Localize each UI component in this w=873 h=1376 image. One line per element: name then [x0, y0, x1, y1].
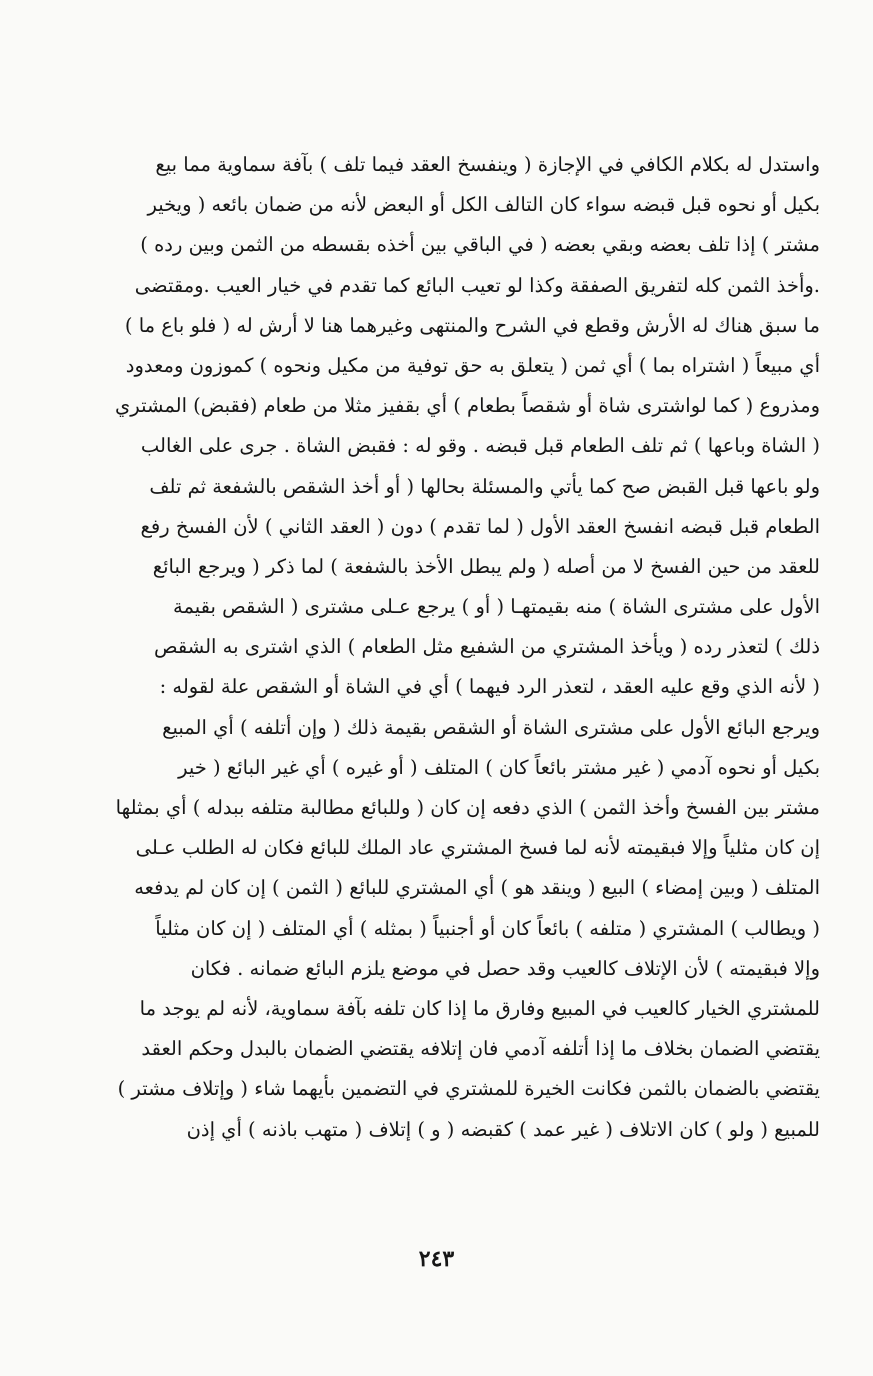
text-line: للمشتري الخيار كالعيب في المبيع وفارق ما إذا كان تلفه بآفة سماوية، لأنه لم يوجد ما — [139, 996, 820, 1020]
text-line: وإلا فبقيمته ) لأن الإتلاف كالعيب وقد حصل في موضع يلزم البائع ضمانه . فكان — [190, 956, 820, 980]
body-text — [74, 145, 820, 1150]
text-line: .وأخذ الثمن كله لتفريق الصفقة وكذا لو تعيب البائع كما تقدم في خيار العيب .ومقتضى — [134, 273, 820, 297]
text-line: ( لأنه الذي وقع عليه العقد ، لتعذر الرد فيهما ) أي في الشاة أو الشقص علة لقوله : — [159, 675, 820, 699]
text-line: ولو باعها قبل القبض صح كما يأتي والمسئلة بحالها ( أو أخذ الشقص بالشفعة ثم تلف — [149, 474, 820, 498]
text-line: يقتضي بالضمان بالثمن فكانت الخيرة للمشتري في التضمين بأيهما شاء ( وإتلاف مشتر ) — [117, 1077, 820, 1101]
text-line: بكيل أو نحوه آدمي ( غير مشتر بائعاً كان ) المتلف ( أو غيره ) أي غير البائع ( خير — [178, 755, 820, 779]
text-line: إن كان مثلياً وإلا فبقيمته لأنه لما فسخ المشتري عاد الملك للبائع فكان له الطلب عـلى — [135, 836, 820, 860]
text-line: الطعام قبل قبضه انفسخ العقد الأول ( لما تقدم ) دون ( العقد الثاني ) لأن الفسخ رفع — [140, 514, 820, 538]
text-line: ( ويطالب ) المشتري ( متلفه ) بائعاً كان أو أجنبياً ( بمثله ) أي المتلف ( إن كان مثلياً — [155, 916, 820, 940]
text-line: بكيل أو نحوه قبل قبضه سواء كان التالف الكل أو البعض لأنه من ضمان بائعه ( ويخير — [147, 193, 820, 217]
page-number: ٢٤٣ — [418, 1246, 455, 1272]
text-line: الأول على مشترى الشاة ) منه بقيمتهـا ( أو ) يرجع عـلى مشترى ( الشقص بقيمة — [173, 595, 820, 619]
text-line: ما سبق هناك له الأرش وقطع في الشرح والمنتهى وغيرهما هنا لا أرش له ( فلو باع ما ) — [124, 313, 820, 337]
text-line: أي مبيعاً ( اشتراه بما ) أي ثمن ( يتعلق به حق توفية من مكيل ونحوه ) كموزون ومعدود — [125, 353, 820, 377]
text-line: واستدل له بكلام الكافي في الإجازة ( وينفسخ العقد فيما تلف ) بآفة سماوية مما بيع — [155, 153, 820, 176]
text-line: للعقد من حين الفسخ لا من أصله ( ولم يبطل الأخذ بالشفعة ) لما ذكر ( ويرجع البائع — [152, 554, 820, 578]
text-line: ( الشاة وباعها ) ثم تلف الطعام قبل قبضه . وقو له : فقبض الشاة . جرى على الغالب — [140, 434, 820, 458]
text-line: ويرجع البائع الأول على مشترى الشاة أو الشقص بقيمة ذلك ( وإن أتلفه ) أي المبيع — [162, 715, 820, 739]
text-line: يقتضي الضمان بخلاف ما إذا أتلفه آدمي فان إتلافه يقتضي الضمان بالبدل وحكم العقد — [141, 1037, 820, 1061]
text-line: ذلك ) لتعذر رده ( ويأخذ المشتري من الشفيع مثل الطعام ) الذي اشترى به الشقص — [153, 635, 820, 659]
text-line: مشتر ) إذا تلف بعضه وبقي بعضه ( في الباقي بين أخذه بقسطه من الثمن وبين رده ) — [140, 233, 820, 257]
text-line: مشتر بين الفسخ وأخذ الثمن ) الذي دفعه إن كان ( وللبائع مطالبة متلفه ببدله ) أي بمثلها — [115, 796, 820, 819]
text-line: ومذروع ( كما لواشترى شاة أو شقصاً بطعام ) أي بقفيز مثلا من طعام (فقبض) المشتري — [115, 394, 820, 418]
text-line: للمبيع ( ولو ) كان الاتلاف ( غير عمد ) كقبضه ( و ) إتلاف ( متهب باذنه ) أي إذن — [186, 1117, 820, 1141]
text-line: المتلف ( وبين إمضاء ) البيع ( وينقد هو ) أي المشتري للبائع ( الثمن ) إن كان لم يدفعه — [134, 876, 820, 900]
